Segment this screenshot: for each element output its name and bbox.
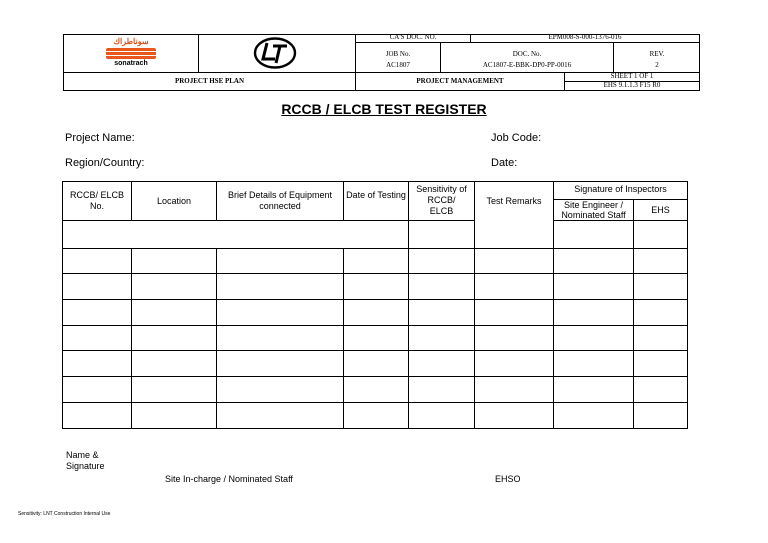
- doc-no-label: DOC. No.: [512, 50, 542, 58]
- table-cell[interactable]: [475, 274, 554, 300]
- table-cell[interactable]: [634, 351, 688, 377]
- table-row: [63, 377, 688, 403]
- table-row: [63, 326, 688, 351]
- table-cell[interactable]: [409, 377, 475, 403]
- page-title: RCCB / ELCB TEST REGISTER: [281, 101, 487, 117]
- col-header-brief-details: Brief Details of Equipment connected: [217, 182, 344, 221]
- table-cell[interactable]: [409, 326, 475, 351]
- table-cell[interactable]: [217, 351, 344, 377]
- table-cell[interactable]: [475, 351, 554, 377]
- register-table: [62, 181, 688, 429]
- table-cell[interactable]: [132, 300, 217, 326]
- table-cell[interactable]: [132, 249, 217, 274]
- table-cell[interactable]: [217, 249, 344, 274]
- table-cell[interactable]: [63, 377, 132, 403]
- name-signature-label: Name & Signature: [66, 450, 105, 471]
- date-label: Date:: [491, 157, 518, 169]
- table-cell[interactable]: [475, 249, 554, 274]
- table-cell[interactable]: [217, 274, 344, 300]
- table-cell[interactable]: [217, 377, 344, 403]
- col-header-site-engineer: Site Engineer / Nominated Staff: [554, 200, 634, 221]
- form-code: EHS 9.1.1.3 F15 R0: [603, 81, 661, 89]
- sonatrach-logo-latin: sonatrach: [114, 60, 148, 67]
- table-cell[interactable]: [344, 274, 409, 300]
- col-header-test-remarks: Test Remarks: [475, 182, 554, 249]
- table-cell[interactable]: [344, 300, 409, 326]
- sheet-number: SHEET 1 OF 1: [610, 72, 654, 80]
- table-cell[interactable]: [554, 300, 634, 326]
- sonatrach-logo: [102, 37, 160, 69]
- header-filler-cell: [63, 221, 409, 249]
- table-cell[interactable]: [634, 300, 688, 326]
- sensitivity-note: Sensitivity: LNT Construction Internal Use: [18, 511, 111, 517]
- table-cell[interactable]: [554, 377, 634, 403]
- table-cell[interactable]: [217, 326, 344, 351]
- table-cell[interactable]: [634, 249, 688, 274]
- table-cell[interactable]: [475, 403, 554, 429]
- ehs-subcell: [634, 221, 688, 249]
- department: PROJECT MANAGEMENT: [416, 77, 504, 85]
- plan-title: PROJECT HSE PLAN: [174, 77, 245, 85]
- region-country-label: Region/Country:: [65, 157, 145, 169]
- table-cell[interactable]: [475, 300, 554, 326]
- table-cell[interactable]: [63, 403, 132, 429]
- job-code-label: Job Code:: [491, 132, 542, 144]
- table-cell[interactable]: [634, 326, 688, 351]
- table-row: [63, 403, 688, 429]
- table-cell[interactable]: [344, 403, 409, 429]
- rev-value: 2: [655, 61, 659, 69]
- table-cell[interactable]: [409, 274, 475, 300]
- table-cell[interactable]: [554, 351, 634, 377]
- table-cell[interactable]: [344, 377, 409, 403]
- table-cell[interactable]: [554, 403, 634, 429]
- sensitivity-subcell: [409, 221, 475, 249]
- doc-no-value: AC1807-E-BBK-DP0-PP-0016: [482, 61, 572, 69]
- job-no-label: JOB No.: [385, 50, 411, 58]
- table-cell[interactable]: [409, 249, 475, 274]
- table-cell[interactable]: [63, 249, 132, 274]
- table-row: [63, 249, 688, 274]
- table-cell[interactable]: [634, 403, 688, 429]
- table-cell[interactable]: [344, 326, 409, 351]
- table-cell[interactable]: [132, 403, 217, 429]
- job-no-value: AC1807: [386, 61, 410, 69]
- table-cell[interactable]: [554, 274, 634, 300]
- ehso-label: EHSO: [495, 474, 521, 484]
- sonatrach-logo-arabic: سوناطراك: [113, 37, 149, 46]
- cas-doc-no-label: CA'S DOC. NO.: [389, 33, 437, 41]
- table-cell[interactable]: [409, 351, 475, 377]
- table-cell[interactable]: [554, 326, 634, 351]
- table-row: [63, 300, 688, 326]
- table-cell[interactable]: [554, 249, 634, 274]
- col-header-ehs: EHS: [634, 200, 688, 221]
- table-cell[interactable]: [63, 300, 132, 326]
- table-cell[interactable]: [409, 403, 475, 429]
- table-cell[interactable]: [344, 351, 409, 377]
- col-header-location: Location: [132, 182, 217, 221]
- site-engineer-subcell: [554, 221, 634, 249]
- lt-logo-icon: [253, 37, 297, 69]
- table-cell[interactable]: [634, 377, 688, 403]
- table-cell[interactable]: [217, 403, 344, 429]
- table-row: [63, 274, 688, 300]
- table-cell[interactable]: [63, 274, 132, 300]
- table-cell[interactable]: [132, 274, 217, 300]
- table-cell[interactable]: [63, 351, 132, 377]
- table-cell[interactable]: [409, 300, 475, 326]
- table-cell[interactable]: [475, 326, 554, 351]
- cas-doc-no-value: EPM008-S-000-1376-016: [548, 33, 622, 41]
- col-header-rccb-elcb-no: RCCB/ ELCB No.: [63, 182, 132, 221]
- project-name-label: Project Name:: [65, 132, 135, 144]
- table-cell[interactable]: [63, 326, 132, 351]
- col-header-signature: Signature of Inspectors: [554, 182, 688, 200]
- table-cell[interactable]: [217, 300, 344, 326]
- table-cell[interactable]: [634, 274, 688, 300]
- table-cell[interactable]: [475, 377, 554, 403]
- table-cell[interactable]: [132, 326, 217, 351]
- col-header-date-of-testing: Date of Testing: [344, 182, 409, 221]
- table-cell[interactable]: [344, 249, 409, 274]
- table-row: [63, 351, 688, 377]
- col-header-sensitivity: Sensitivity of RCCB/ ELCB: [409, 182, 475, 221]
- table-cell[interactable]: [132, 377, 217, 403]
- site-incharge-label: Site In-charge / Nominated Staff: [165, 474, 293, 484]
- table-cell[interactable]: [132, 351, 217, 377]
- rev-label: REV.: [649, 50, 665, 58]
